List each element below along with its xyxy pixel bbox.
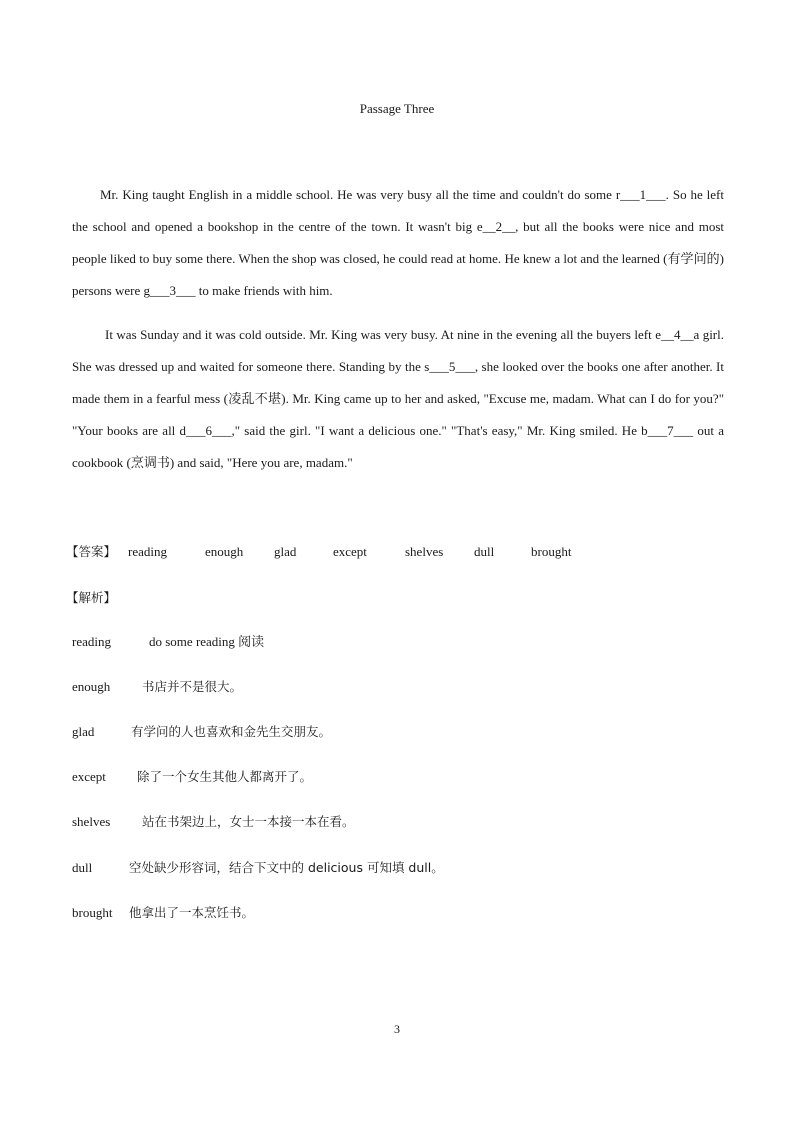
analysis-word: brought xyxy=(72,905,113,920)
page-number: 3 xyxy=(394,1022,400,1036)
answer-word: reading xyxy=(128,544,167,559)
answer-word: except xyxy=(333,544,367,559)
analysis-word: dull xyxy=(72,860,93,875)
analysis-text: 他拿出了一本烹饪书。 xyxy=(129,905,255,920)
analysis-item xyxy=(72,856,722,880)
analysis-item xyxy=(72,675,722,699)
analysis-item xyxy=(72,810,722,834)
analysis-item xyxy=(72,720,722,744)
analysis-text: 空处缺少形容词，结合下文中的 delicious 可知填 dull。 xyxy=(129,860,444,875)
analysis-word: shelves xyxy=(72,814,111,829)
analysis-text: 有学问的人也喜欢和金先生交朋友。 xyxy=(131,724,332,739)
answer-word: glad xyxy=(274,544,297,559)
analysis-word: glad xyxy=(72,724,95,739)
analysis-label: 【解析】 xyxy=(66,590,117,605)
answer-word: brought xyxy=(531,544,572,559)
analysis-item xyxy=(72,630,722,654)
passage-paragraph-2: It was Sunday and it was cold outside. Mr. King was very busy. At nine in the evening all the buyers left e__4__a girl. She was dressed up and waited for someone there. Standing by the s___5___, she looked over the books one after another. It made them in a fearful mess (凌乱不堪). Mr. King came up to her and asked, "Excuse me, madam. What can I do for you?" "Your books are all d___6___," said the girl. "I want a delicious one." "That's easy," Mr. King smiled. He b___7___ out a cookbook (烹调书) and said, "Here you are, madam." xyxy=(72,327,724,470)
analysis-text: 书店并不是很大。 xyxy=(142,679,243,694)
answer-word: shelves xyxy=(405,544,444,559)
analysis-item xyxy=(72,901,722,925)
passage-title: Passage Three xyxy=(359,101,435,116)
analysis-word: reading xyxy=(72,634,111,649)
analysis-text: do some reading 阅读 xyxy=(149,634,265,649)
analysis-word: enough xyxy=(72,679,111,694)
analysis-word: except xyxy=(72,769,106,784)
answer-word: dull xyxy=(474,544,495,559)
analysis-text: 站在书架边上，女士一本接一本在看。 xyxy=(142,814,355,829)
passage-paragraph-1: Mr. King taught English in a middle school. He was very busy all the time and couldn't do some r___1___. So he left the school and opened a bookshop in the centre of the town. It wasn't big e__2__, but all the books were nice and most people liked to buy some there. When the shop was closed, he could read at home. He knew a lot and the learned (有学问的) persons were g___3___ to make friends with him. xyxy=(72,187,724,298)
analysis-text: 除了一个女生其他人都离开了。 xyxy=(137,769,313,784)
answer-word: enough xyxy=(205,544,244,559)
answer-label: 【答案】 xyxy=(66,544,117,559)
analysis-item xyxy=(72,765,722,789)
